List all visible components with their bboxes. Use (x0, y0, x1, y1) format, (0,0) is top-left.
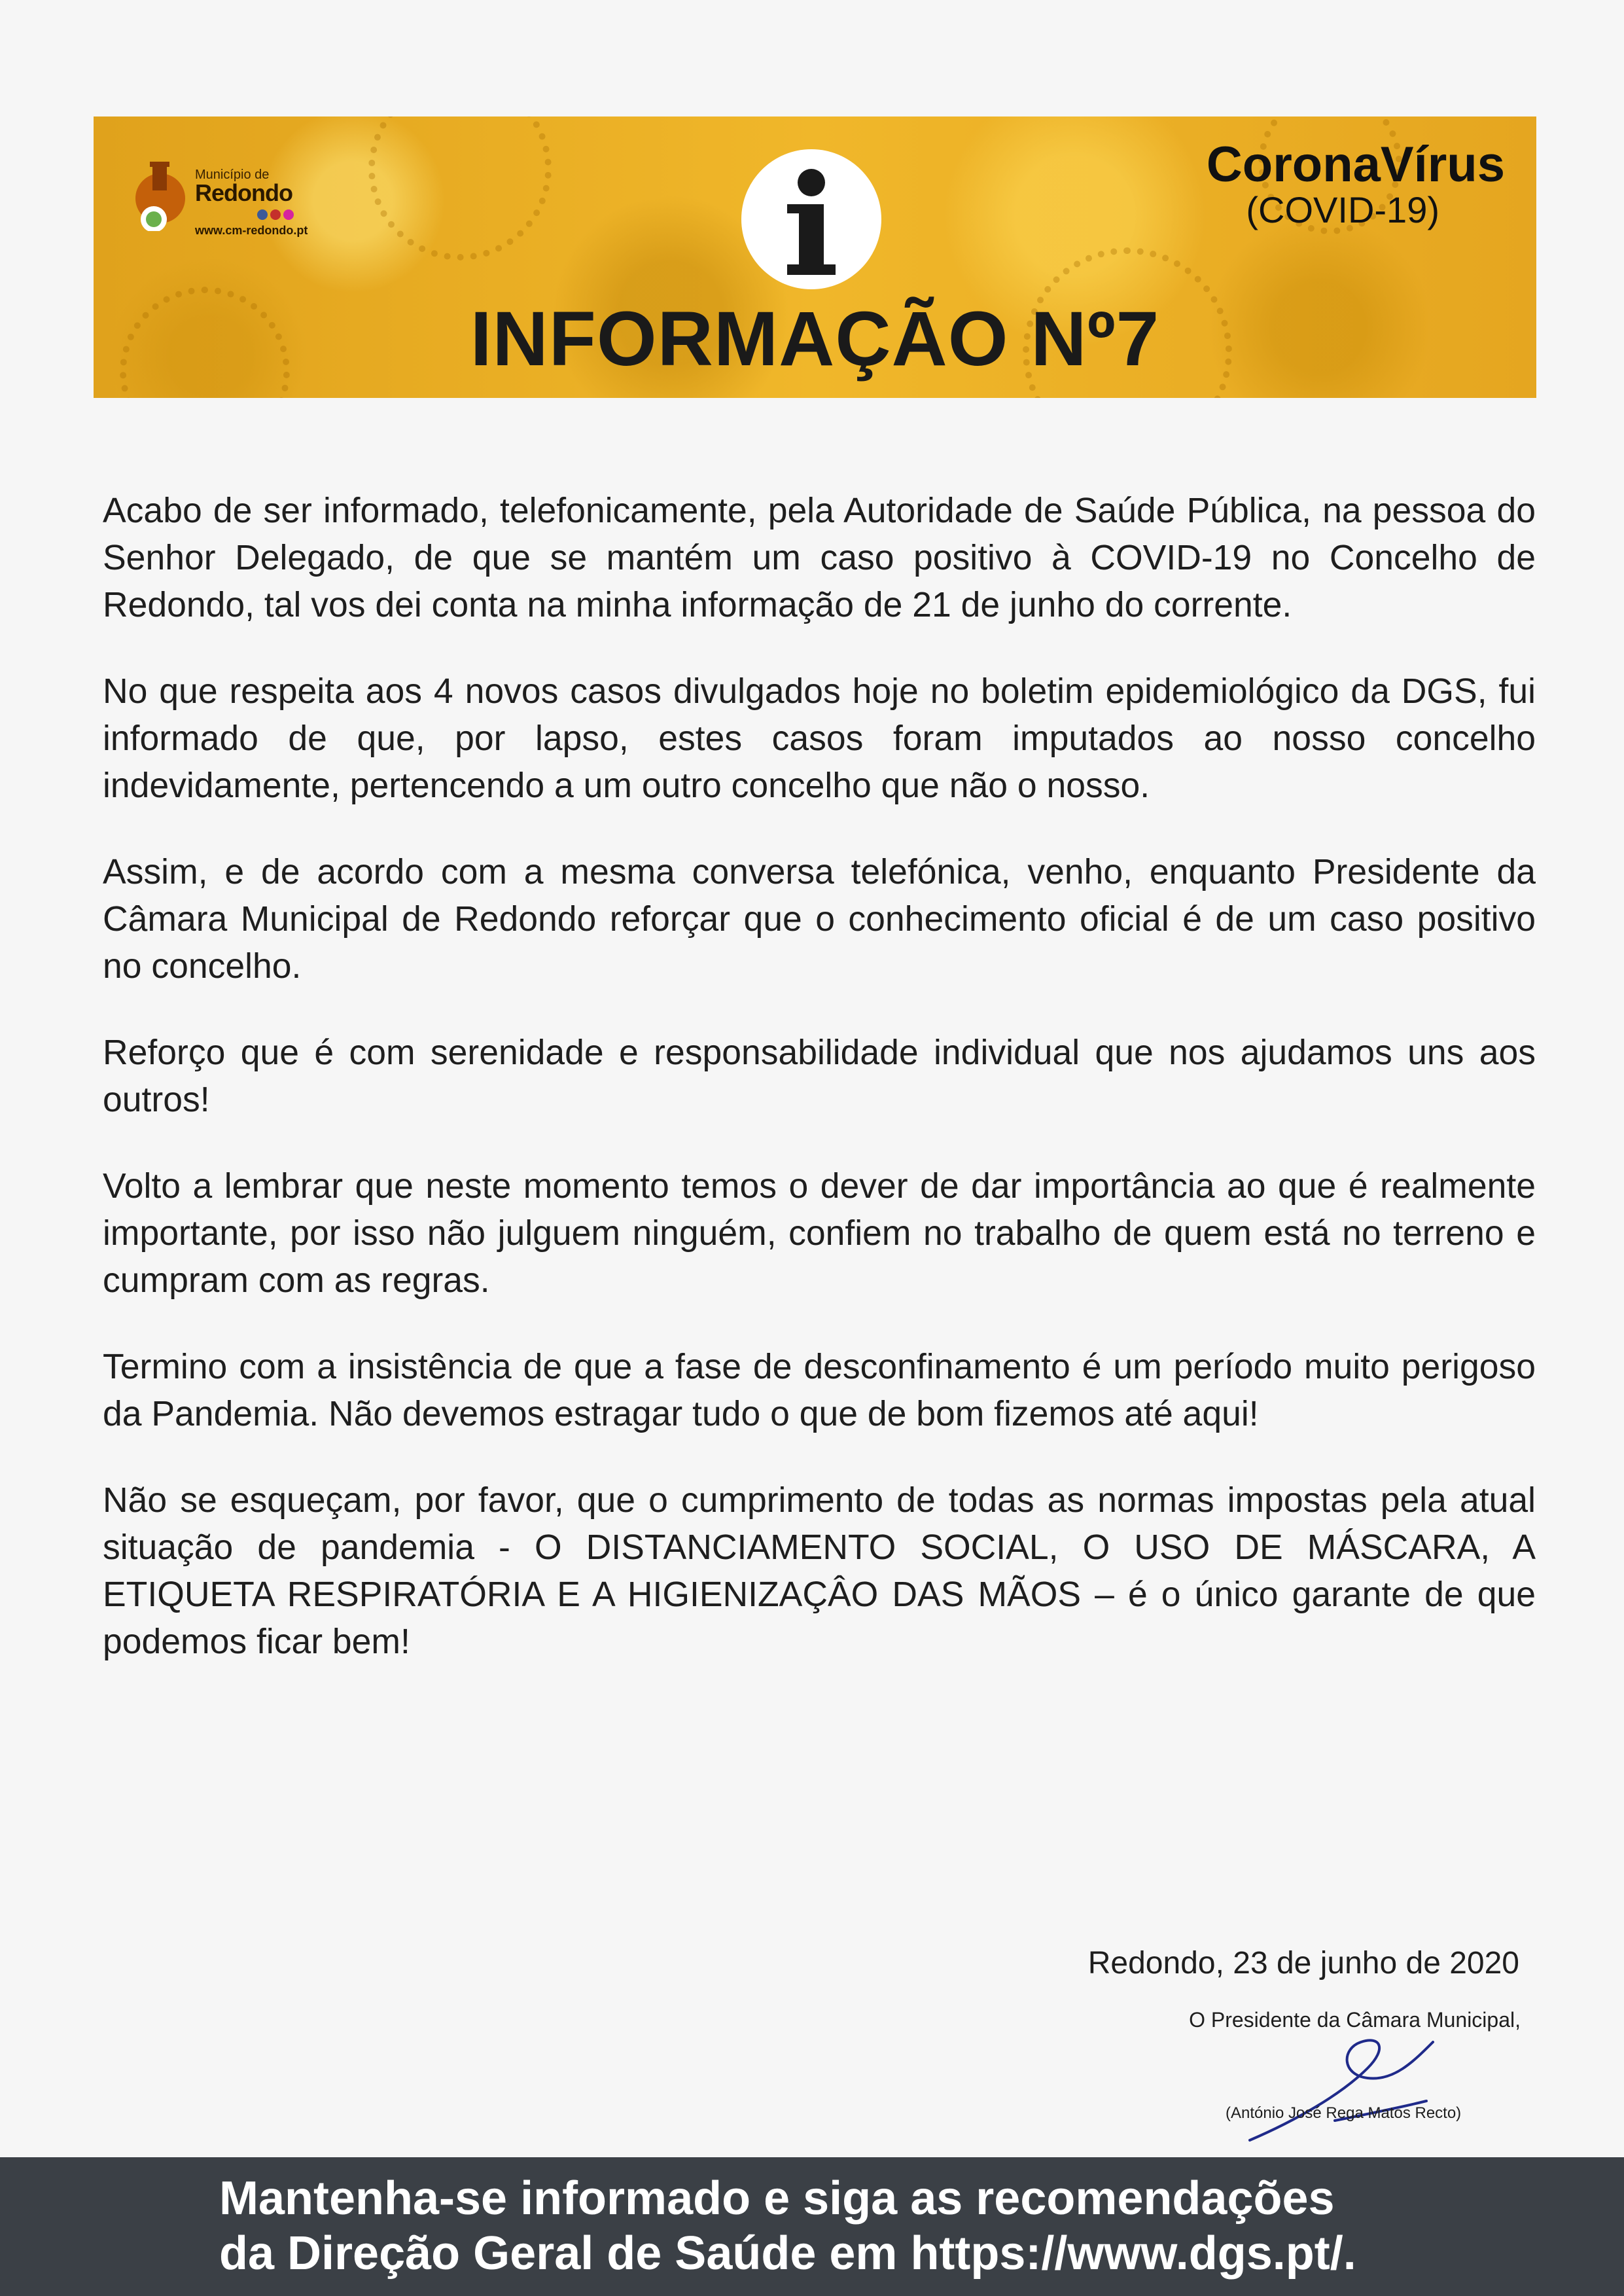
virus-decoration (368, 117, 552, 260)
info-icon (741, 149, 881, 289)
municipality-logo (133, 136, 316, 241)
paragraph: Não se esqueçam, por favor, que o cumprimento de todas as normas impostas pela atual situação de pandemia - O DISTANCIAMENTO SOCIAL, O USO DE MÁSCARA, A ETIQUETA RESPIRATÓRIA E A HIGIENIZAÇÂO DAS MÃOS – é o único garante de que podemos ficar bem! (103, 1481, 1536, 1661)
logo-name: Redondo (195, 179, 292, 206)
youtube-icon (270, 209, 281, 220)
corona-title: CoronaVírus (1206, 137, 1505, 192)
footer-line-2: da Direção Geral de Saúde em https://www.dgs.pt/. (219, 2227, 1356, 2280)
logo-small-text: Município de (195, 168, 270, 182)
paragraph: Termino com a insistência de que a fase de desconfinamento é um período muito perigoso da Pandemia. Não devemos estragar tudo o que de bom fizemos até aqui! (103, 1348, 1536, 1433)
corona-subtitle: (COVID-19) (1246, 189, 1439, 230)
date-line: Redondo, 23 de junho de 2020 (1087, 1946, 1519, 1981)
paragraph: Assim, e de acordo com a mesma conversa telefónica, venho, enquanto Presidente da Câmara Municipal de Redondo reforçar que o conhecimento oficial é de um caso positivo no concelho. (103, 853, 1536, 986)
page-title: INFORMAÇÃO Nº7 (470, 296, 1160, 382)
social-icons (257, 209, 294, 220)
signatory-role: O Presidente da Câmara Municipal, (1189, 2008, 1521, 2032)
instagram-icon (283, 209, 294, 220)
castle-logo-icon (133, 159, 192, 231)
paragraph: No que respeita aos 4 novos casos divulgados hoje no boletim epidemiológico da DGS, fui informado de que, por lapso, estes casos foram imputados ao nosso concelho indevidamente, pertencendo a um outro concelho que não o nosso. (103, 672, 1536, 805)
signature-icon (1243, 2022, 1453, 2147)
logo-url: www.cm-redondo.pt (195, 224, 308, 237)
footer-line-1: Mantenha-se informado e siga as recomendações (219, 2172, 1335, 2225)
facebook-icon (257, 209, 268, 220)
paragraph: Acabo de ser informado, telefonicamente, pela Autoridade de Saúde Pública, na pessoa do Senhor Delegado, de que se mantém um caso positivo à COVID-19 no Concelho de Redondo, tal vos dei conta na minha informação de 21 de junho do corrente. (103, 492, 1536, 624)
signatory-name: (António José Rega Matos Recto) (1226, 2104, 1462, 2122)
footer-banner (0, 2157, 1624, 2296)
paragraph: Reforço que é com serenidade e responsabilidade individual que nos ajudamos uns aos outros! (103, 1033, 1536, 1119)
paragraph: Volto a lembrar que neste momento temos o dever de dar importância ao que é realmente importante, por isso não julguem ninguém, confiem no trabalho de quem está no terreno e cumpram com as regras. (103, 1167, 1536, 1300)
header-banner (94, 117, 1536, 398)
announcement-body (103, 488, 1536, 1705)
